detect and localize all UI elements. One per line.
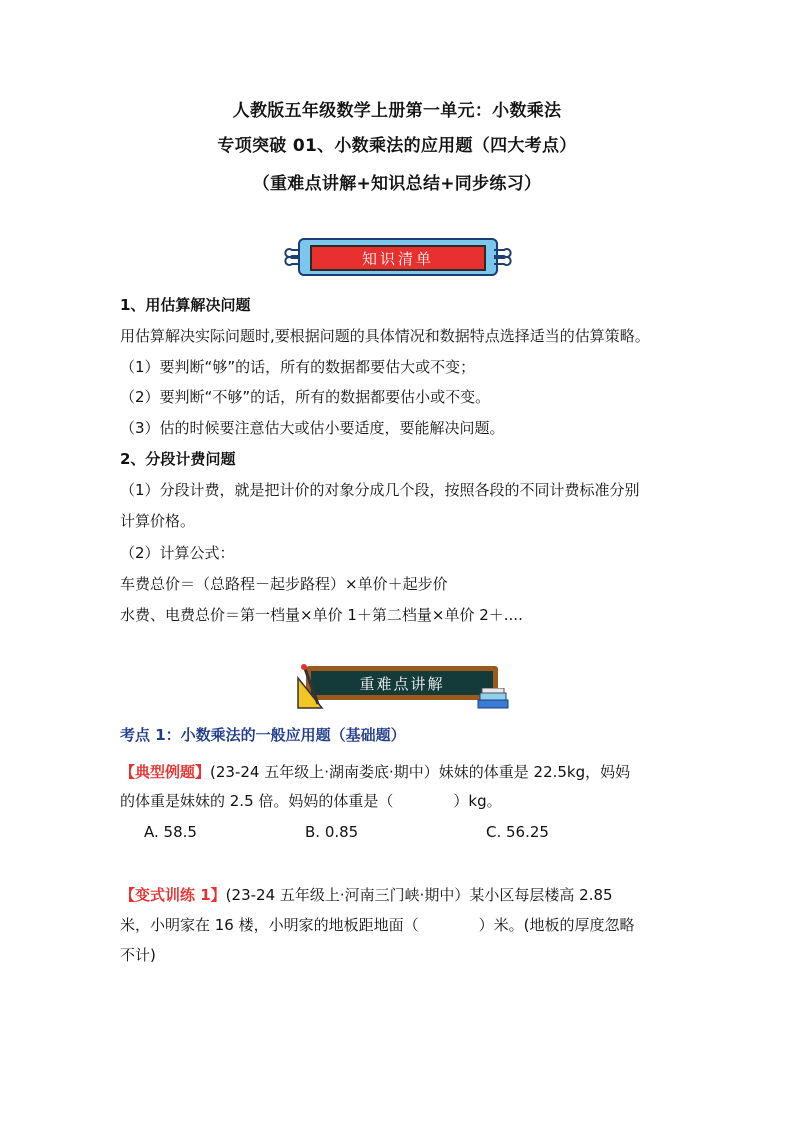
variant-line-1 (120, 885, 613, 905)
variant-text-1: (23-24 五年级上·河南三门峡·期中）某小区每层楼高 2.85 (225, 886, 613, 904)
swirl-ornament-icon (492, 244, 512, 270)
section1-point-1: （1）要判断“够”的话，所有的数据都要估大或不变； (120, 358, 476, 376)
title-line-1: 人教版五年级数学上册第一单元：小数乘法 (232, 101, 562, 121)
kaodian-1-heading: 考点 1：小数乘法的一般应用题（基础题） (120, 726, 406, 744)
variant-line-2: 米，小明家在 16 楼，小明家的地板距地面（ ）米。(地板的厚度忽略 (120, 916, 635, 934)
section2-point1-b: 计算价格。 (120, 512, 196, 530)
variant-line-3: 不计) (120, 946, 156, 964)
formula-utility: 水费、电费总价＝第一档量×单价 1＋第二档量×单价 2＋.... (120, 606, 523, 624)
section2-point2: （2）计算公式： (120, 544, 235, 562)
section1-intro: 用估算解决实际问题时,要根据问题的具体情况和数据特点选择适当的估算策略。 (120, 327, 650, 345)
variant-tag: 【变式训练 1】 (120, 886, 226, 904)
title-line-2: 专项突破 01、小数乘法的应用题（四大考点） (217, 136, 577, 156)
formula-taxi: 车费总价＝（总路程－起步路程）×单价＋起步价 (120, 575, 448, 593)
option-b: B. 0.85 (305, 823, 359, 841)
ruler-triangle-icon (296, 664, 324, 710)
option-c: C. 56.25 (486, 823, 549, 841)
section1-heading: 1、用估算解决问题 (120, 296, 251, 314)
option-a: A. 58.5 (144, 823, 197, 841)
banner-label: 重难点讲解 (306, 666, 498, 700)
books-icon (476, 688, 510, 710)
title-line-3: （重难点讲解+知识总结+同步练习） (252, 174, 542, 194)
example-tag: 【典型例题】 (120, 763, 211, 781)
section1-point-3: （3）估的时候要注意估大或估小要适度，要能解决问题。 (120, 419, 505, 437)
knowledge-list-banner (284, 236, 512, 280)
example-line-2: 的体重是妹妹的 2.5 倍。妈妈的体重是（ ）kg。 (120, 792, 502, 810)
banner-label: 知识清单 (310, 245, 486, 271)
key-points-banner (296, 662, 510, 712)
section2-heading: 2、分段计费问题 (120, 450, 236, 468)
example-text-1: (23-24 五年级上·湖南娄底·期中）妹妹的体重是 22.5kg，妈妈 (210, 763, 631, 781)
section2-point1-a: （1）分段计费，就是把计价的对象分成几个段，按照各段的不同计费标准分别 (120, 481, 640, 499)
example-line-1 (120, 762, 630, 782)
section1-point-2: （2）要判断“不够”的话，所有的数据都要估小或不变。 (120, 388, 491, 406)
